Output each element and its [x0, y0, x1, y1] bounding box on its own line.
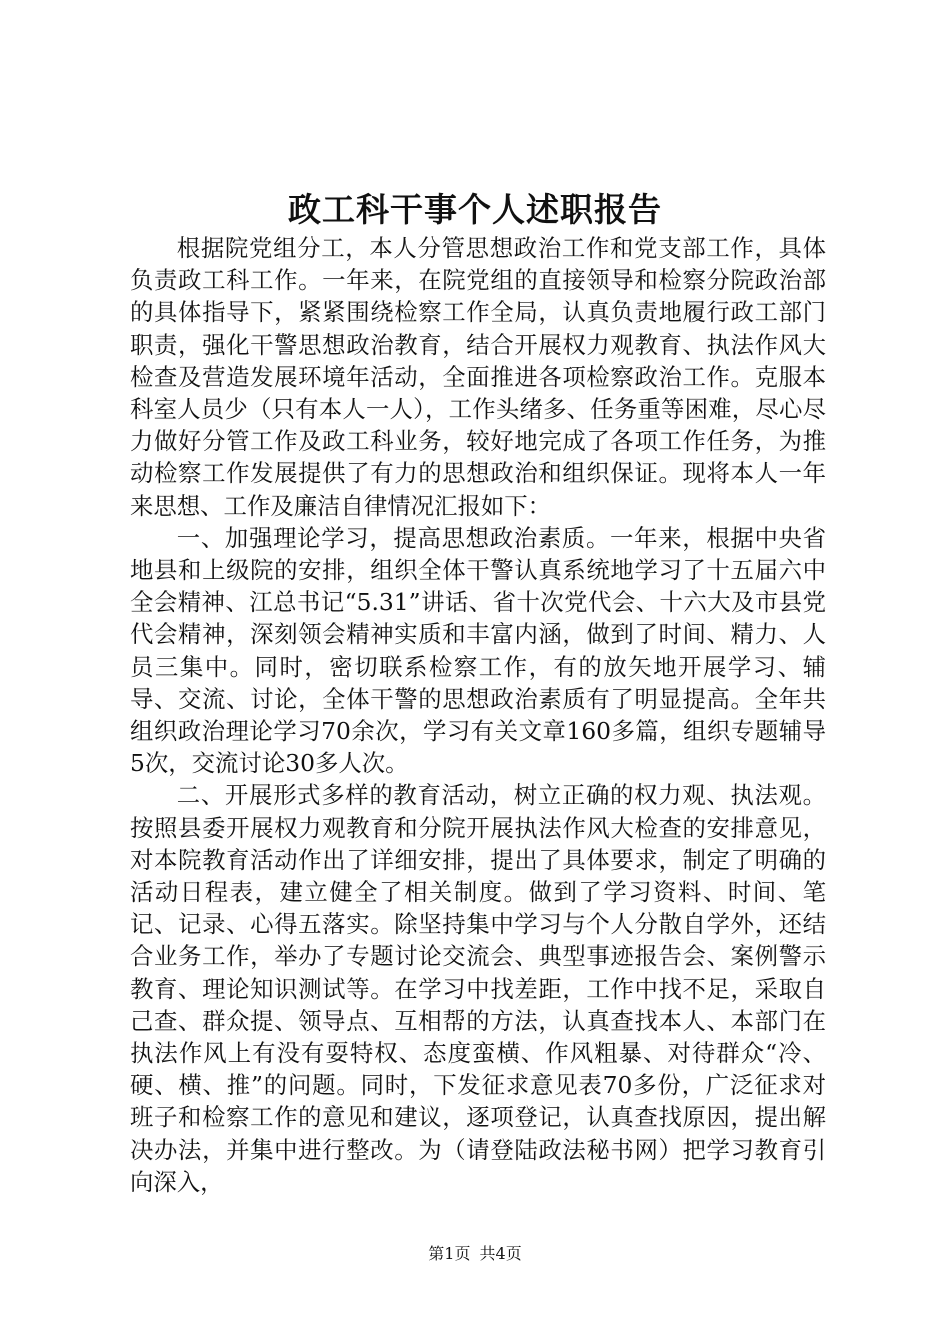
page-footer [0, 1244, 950, 1264]
page-total: 共4页 [479, 1244, 522, 1263]
paragraph-section-two: 二、开展形式多样的教育活动，树立正确的权力观、执法观。按照县委开展权力观教育和分院开展执法作风大检查的安排意见，对本院教育活动作出了详细安排，提出了具体要求，制定了明确的活动日程表，建立健全了相关制度。做到了学习资料、时间、笔记、记录、心得五落实。除坚持集中学习与个人分散自学外，还结合业务工作，举办了专题讨论交流会、典型事迹报告会、案例警示教育、理论知识测试等。在学习中找差距，工作中找不足，采取自己查、群众提、领导点、互相帮的方法，认真查找本人、本部门在执法作风上有没有耍特权、态度蛮横、作风粗暴、对待群众“冷、硬、横、推”的问题。同时，下发征求意见表70多份，广泛征求对班子和检察工作的意见和建议，逐项登记，认真查找原因，提出解决办法，并集中进行整改。为（请登陆政法秘书网）把学习教育引向深入， [130, 781, 826, 1196]
paragraph-section-one: 一、加强理论学习，提高思想政治素质。一年来，根据中央省地县和上级院的安排，组织全体干警认真系统地学习了十五届六中全会精神、江总书记“5.31”讲话、省十次党代会、十六大及市县党代会精神，深刻领会精神实质和丰富内涵，做到了时间、精力、人员三集中。同时，密切联系检察工作，有的放矢地开展学习、辅导、交流、讨论，全体干警的思想政治素质有了明显提高。全年共组织政治理论学习70余次，学习有关文章160多篇，组织专题辅导5次，交流讨论30多人次。 [130, 523, 826, 778]
document-body [130, 232, 826, 1198]
document-title: 政工科干事个人述职报告 [288, 190, 662, 229]
paragraph-intro: 根据院党组分工，本人分管思想政治工作和党支部工作，具体负责政工科工作。一年来，在院党组的直接领导和检察分院政治部的具体指导下，紧紧围绕检察工作全局，认真负责地履行政工部门职责，强化干警思想政治教育，结合开展权力观教育、执法作风大检查及营造发展环境年活动，全面推进各项检察政治工作。克服本科室人员少（只有本人一人），工作头绪多、任务重等困难，尽心尽力做好分管工作及政工科业务，较好地完成了各项工作任务，为推动检察工作发展提供了有力的思想政治和组织保证。现将本人一年来思想、工作及廉洁自律情况汇报如下： [130, 234, 826, 520]
page-number: 第1页 [428, 1244, 471, 1263]
